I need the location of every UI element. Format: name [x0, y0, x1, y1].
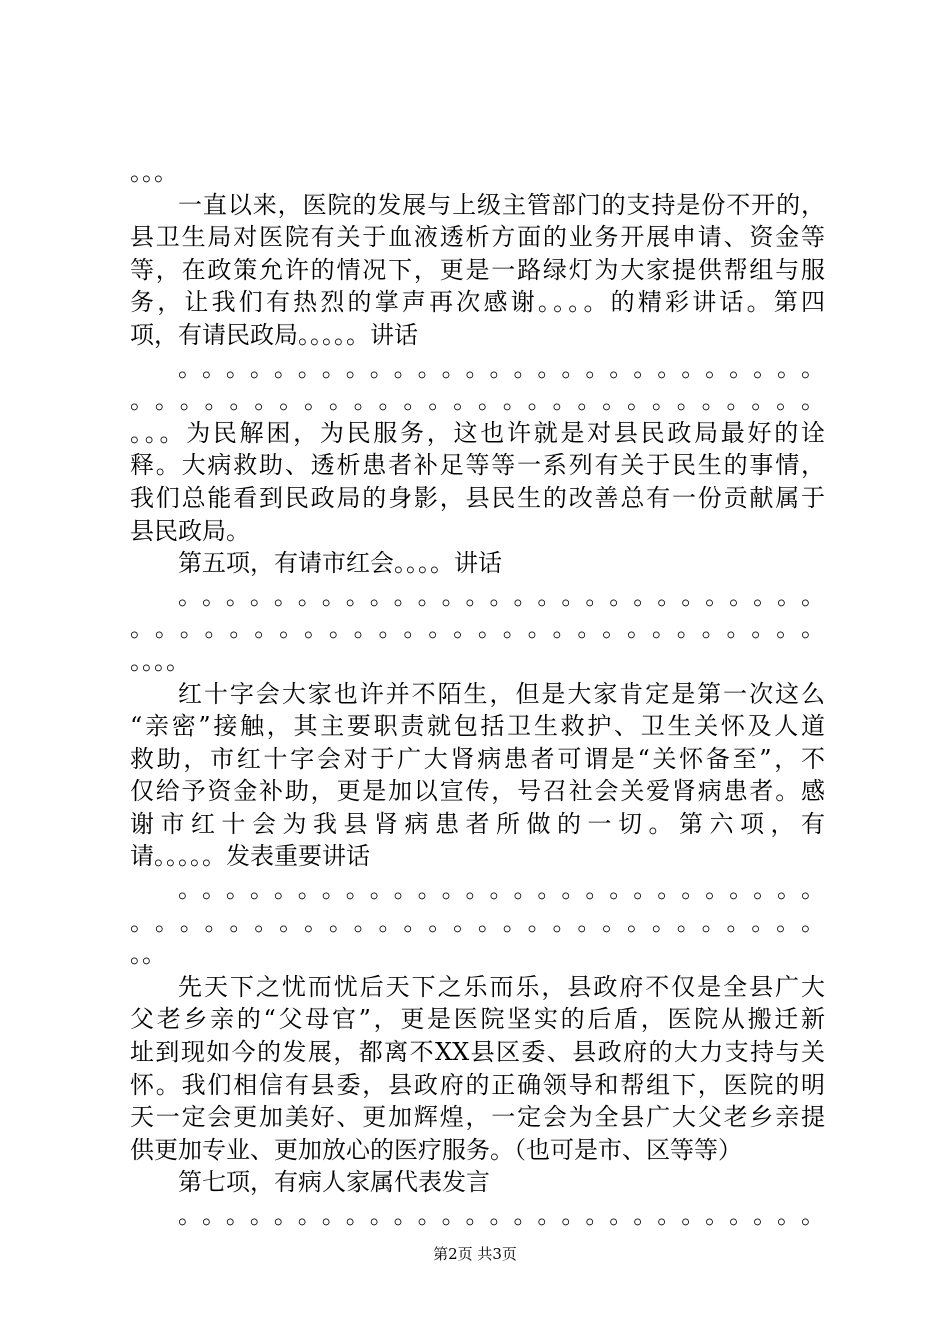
text-line: 请。。。。。发表重要讲话 [130, 842, 370, 871]
text-line: 。。。。。。。。。。。。。。。。。。。。。。。。。。。 [178, 353, 825, 382]
text-line: 供更加专业、更加放心的医疗服务。（也可是市、区等等） [130, 1135, 742, 1164]
text-line: 谢市红十会为我县肾病患者所做的一切。第六项，有 [130, 809, 825, 838]
text-line: 怀。我们相信有县委，县政府的正确领导和帮组下，医院的明 [130, 1070, 825, 1099]
text-line: 先天下之忧而忧后天下之乐而乐，县政府不仅是全县广大 [178, 972, 825, 1001]
text-line: 父老乡亲的“父母官”，更是医院坚实的后盾，医院从搬迁新 [130, 1005, 825, 1034]
text-line: 务，让我们有热烈的掌声再次感谢。。。。的精彩讲话。第四 [130, 288, 825, 317]
text-line: 县民政局。 [130, 516, 250, 545]
text-line: 等，在政策允许的情况下，更是一路绿灯为大家提供帮组与服 [130, 255, 825, 284]
text-line: 释。大病救助、透析患者补足等等一系列有关于民生的事情， [130, 451, 825, 480]
text-line: 。。。。 [130, 646, 190, 675]
text-line: 。。。。。。。。。。。。。。。。。。。。。。。。。。。。 [130, 907, 825, 936]
text-line: 。。。。。。。。。。。。。。。。。。。。。。。。。。。。 [130, 386, 825, 415]
page-footer: 第2页 共3页 [433, 1245, 517, 1263]
text-line: 。。。。。。。。。。。。。。。。。。。。。。。。。。。 [178, 875, 825, 904]
text-line: 。。。 [130, 158, 178, 186]
text-line: “亲密”接触，其主要职责就包括卫生救护、卫生关怀及人道 [130, 712, 825, 741]
text-line: 第七项，有病人家属代表发言 [178, 1168, 490, 1197]
text-line: 仅给予资金补助，更是加以宣传，号召社会关爱肾病患者。感 [130, 777, 825, 806]
text-line: 。。。为民解困，为民服务，这也许就是对县民政局最好的诠 [130, 418, 825, 447]
text-line: 第五项，有请市红会。。。。讲话 [178, 549, 502, 578]
text-line: 红十字会大家也许并不陌生，但是大家肯定是第一次这么 [178, 679, 825, 708]
text-line: 。。。。。。。。。。。。。。。。。。。。。。。。。。。 [178, 1201, 825, 1229]
text-line: 。。。。。。。。。。。。。。。。。。。。。。。。。。。 [178, 581, 825, 610]
text-line: 救助，市红十字会对于广大肾病患者可谓是“关怀备至”，不 [130, 744, 825, 773]
text-line: 我们总能看到民政局的身影，县民生的改善总有一份贡献属于 [130, 483, 825, 512]
text-line: 天一定会更加美好、更加辉煌，一定会为全县广大父老乡亲提 [130, 1103, 825, 1132]
text-line: 项，有请民政局。。。。。讲话 [130, 320, 418, 349]
text-line: 。。。。。。。。。。。。。。。。。。。。。。。。。。。。 [130, 614, 825, 643]
text-line: 址到现如今的发展，都离不XX县区委、县政府的大力支持与关 [130, 1038, 825, 1067]
document-body [130, 156, 825, 1232]
text-line: 。。 [130, 940, 166, 969]
text-line: 一直以来，医院的发展与上级主管部门的支持是份不开的， [178, 190, 825, 219]
text-line: 县卫生局对医院有关于血液透析方面的业务开展申请、资金等 [130, 223, 825, 252]
